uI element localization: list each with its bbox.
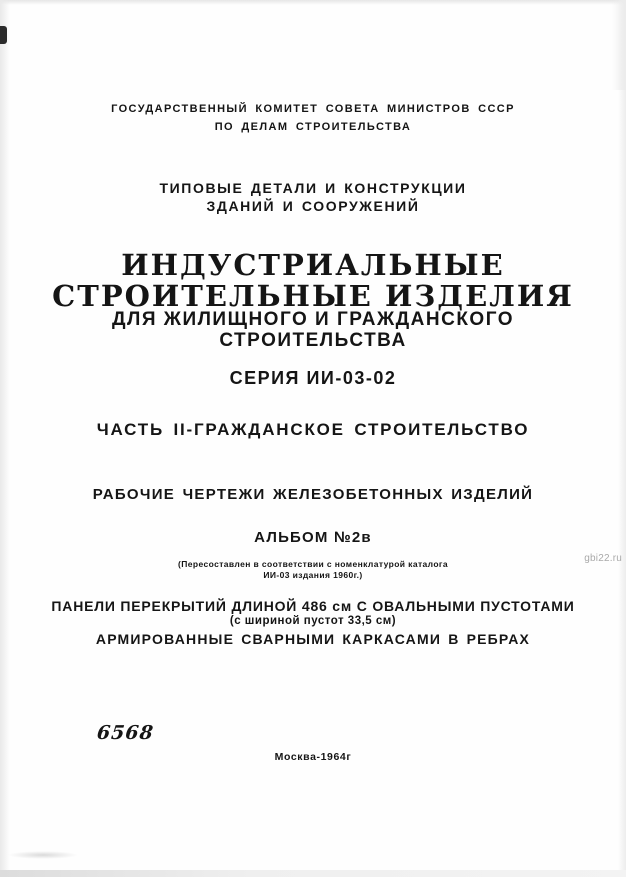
imprint-city-year: Москва-1964г (274, 751, 352, 763)
revision-note-line1: (Пересоставлен в соответствии с номенклатурой каталога (178, 559, 448, 569)
scan-edge-mark (0, 26, 7, 44)
product-description-line2: (с шириной пустот 33,5 см) (229, 615, 397, 627)
main-title-line2: СТРОИТЕЛЬНЫЕ ИЗДЕЛИЯ (52, 279, 574, 313)
scan-bottom-edge (0, 870, 626, 877)
revision-note-line2: ИИ-03 издания 1960г.) (263, 570, 363, 580)
organization-name-line1: ГОСУДАРСТВЕННЫЙ КОМИТЕТ СОВЕТА МИНИСТРОВ СССР (111, 103, 515, 115)
album-number: АЛЬБОМ №2в (254, 529, 372, 546)
product-description-line3: АРМИРОВАННЫЕ СВАРНЫМИ КАРКАСАМИ В РЕБРАХ (95, 631, 531, 647)
scan-edge-shadow (612, 0, 626, 90)
main-title-subtitle-line2: СТРОИТЕЛЬСТВА (219, 330, 407, 351)
organization-name-line2: ПО ДЕЛАМ СТРОИТЕЛЬСТВА (214, 121, 412, 133)
product-description-line1: ПАНЕЛИ ПЕРЕКРЫТИЙ ДЛИНОЙ 486 см С ОВАЛЬНЫМИ ПУСТОТАМИ (51, 598, 575, 614)
drawings-title: РАБОЧИЕ ЧЕРТЕЖИ ЖЕЛЕЗОБЕТОННЫХ ИЗДЕЛИЙ (92, 486, 534, 503)
part-title: ЧАСТЬ II-ГРАЖДАНСКОЕ СТРОИТЕЛЬСТВО (96, 420, 530, 439)
collection-title-line2: ЗДАНИЙ И СООРУЖЕНИЙ (206, 198, 420, 214)
handwritten-inventory-number: 6568 (95, 722, 156, 744)
main-title-line1: ИНДУСТРИАЛЬНЫЕ (121, 248, 505, 282)
series-designation: СЕРИЯ ИИ-03-02 (229, 368, 397, 388)
main-title-subtitle-line1: ДЛЯ ЖИЛИЩНОГО И ГРАЖДАНСКОГО (111, 309, 515, 330)
collection-title-line1: ТИПОВЫЕ ДЕТАЛИ И КОНСТРУКЦИИ (159, 180, 467, 196)
site-watermark: gbi22.ru (584, 553, 622, 564)
scan-smudge (8, 851, 78, 859)
